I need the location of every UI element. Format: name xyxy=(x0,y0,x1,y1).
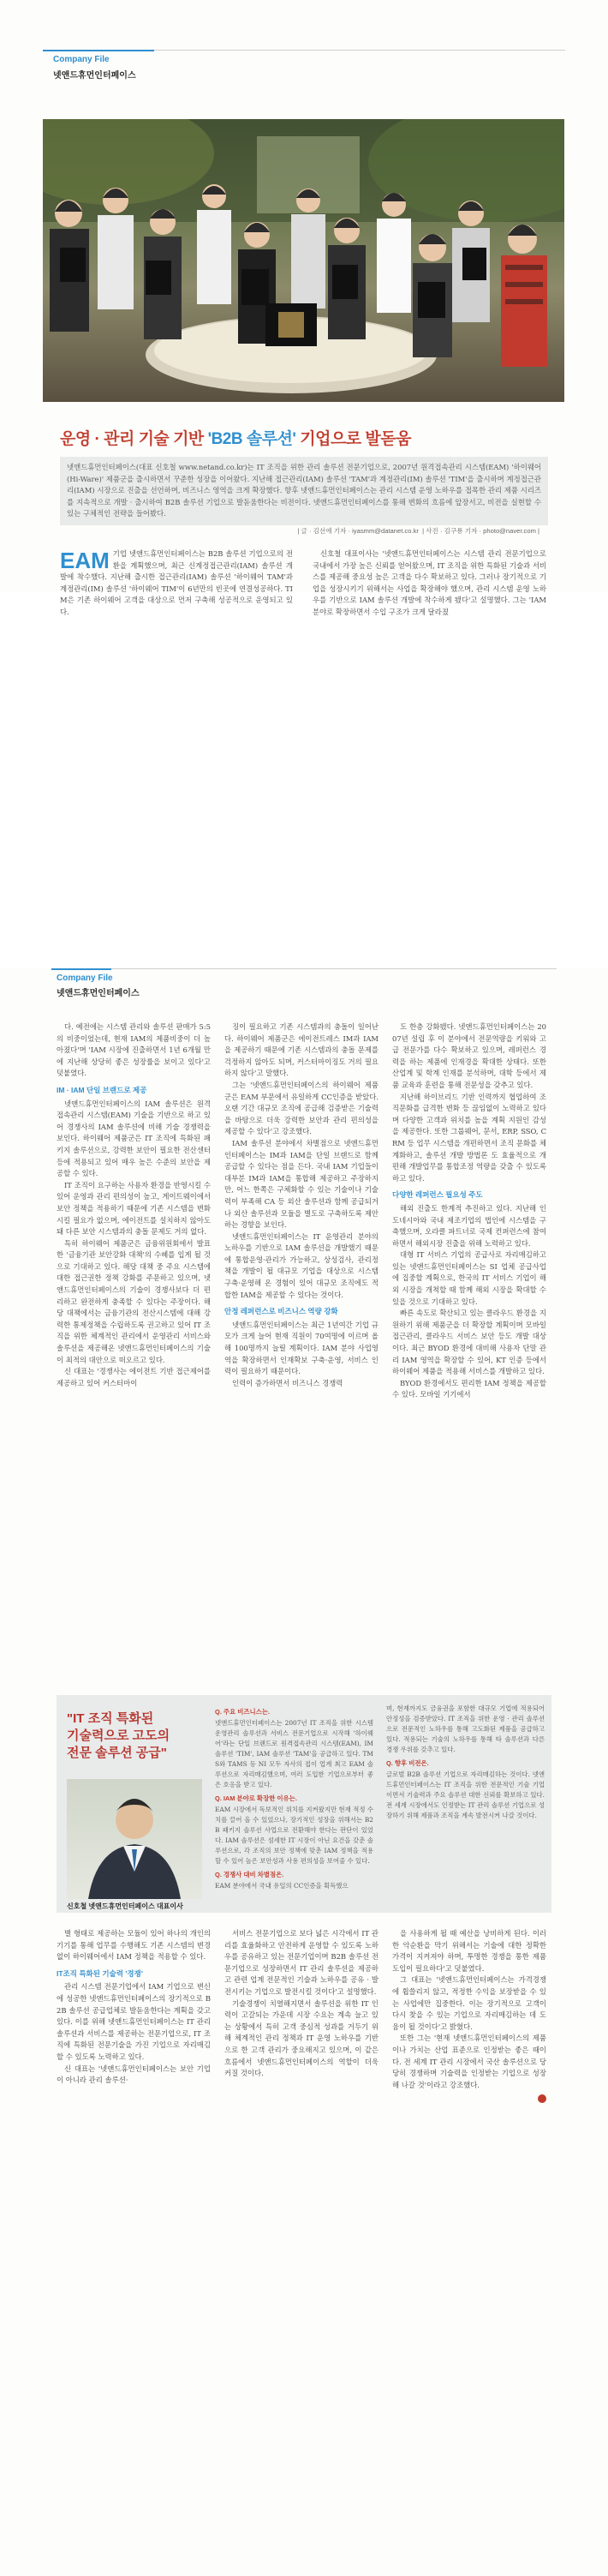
headline-part1: 운영 · 관리 기술 기반 xyxy=(60,430,208,448)
paragraph: 넷앤드휴먼인터페이스는 최근 1년여간 기업 규모가 크게 늘어 현재 직원이 70여명에 이르며 올해 100명까지 늘릴 계획이다. IAM 분야 사업영역을 확장하면서 인재확보 구축·운영, 서비스 인력이 필요하기 때문이다. xyxy=(224,1320,379,1376)
paragraph: 넷앤드휴먼인터페이스는 IT 운영관리 분야의 노하우를 기반으로 IAM 솔루션을 개발했기 때문에 통합운영·관리가 가능하고, 상성검사, 관리정책을 개발이 될 대규모 기업을 대상으로 시스템 구축·운영해 온 경험이 있어 대규모 조직에도 적합한 IAM을 제공할 수 있다는 것이다. xyxy=(224,1231,379,1299)
paragraph: 그 대표는 '넷앤드휴먼인터페이스는 가격경쟁에 휩쓸리지 않고, 적정한 수익을 보장받을 수 있는 사업에만 집중한다. 이는 장기적으로 고객이 다시 찾을 수 있는 기업으로 자리매김하는 데 도움이 될 것이다'고 밝혔다. xyxy=(392,1975,546,2031)
quote-block xyxy=(67,1710,195,1762)
interview-answer: 며, 현재까지도 금융권을 포함한 대규모 기업에 적용되어 안정성을 검증받았다. IT 조직을 위한 운영 · 관리 솔루션으로 전문적인 노하우를 통해 고도화된 제품을 공급하고 있다. 적용되는 기술의 노하우를 통해 타 솔루션과 다른 경쟁 우위를 갖추고 있다. xyxy=(386,1704,545,1753)
paragraph: 도 한층 강화됐다. 넷앤드휴먼인터페이스는 2007년 설립 후 이 분야에서 전문역량을 키워와 고급 전문가를 다수 확보하고 있으며, 레퍼런스 경력을 하는 제품에 인재경을 확대한 상태다. 또한 산업계 및 학계 인재를 분석하며, 대학 등에서 제품 교육과 훈련을 통해 전문성을 갖추고 있다. xyxy=(392,1022,546,1089)
paragraph: 지난해 하이브리드 기반 인력까지 협업하여 조직문화를 급격한 변화 등 끊임없이 노력하고 있다며 다양한 고객과 위치를 높을 계획 지원인 감성을 제공한다. 또한 그룹웨어, 문서, ERP, SSO, CRM 등 업무 시스템을 개편하면서 조직 문화를 체계화하고, 솔루션 개발 방법론 도 효율적으로 개편해 개발업무를 통합조정 역량을 갖출 수 있도록 하고 있다. xyxy=(392,1092,546,1183)
ceo-portrait xyxy=(67,1779,202,1899)
section-label: Company File xyxy=(53,55,110,64)
subheading: 다양한 레퍼런스 필요성 주도 xyxy=(392,1190,483,1200)
paragraph: IAM 솔루션 분야에서 차별점으로 넷앤드휴먼인터페이스는 IM과 IAM을 단일 브랜드로 함께 공급할 수 있다는 점을 든다. 국내 IAM 기업들이 대부분 IM과 IAM을 통합해 제공하고 주장하지만, 어느 한쪽은 구체화할 수 있는 기술이나 기술력이 부족해 CA 등 외산 솔루션과 함께 공급되거나 외산 솔루션과 모듈을 별도로 구축하도록 제안하는 경향을 보인다. xyxy=(224,1138,379,1230)
interview-box xyxy=(57,1695,551,1913)
end-mark-icon xyxy=(538,2094,546,2103)
page-1 xyxy=(0,0,608,616)
portrait-caption: 신호철 넷앤드휴먼인터페이스 대표이사 xyxy=(67,1902,183,1910)
paragraph: 관리 시스템 전문기업에서 IAM 기업으로 변신에 성공한 넷앤드휴먼인터페이스의 장기적으로 B2B 솔루션 공급업체로 발돋움한다는 계획을 갖고 있다. 이를 위해 넷앤드휴먼인터페이스는 IT 관리 솔루션과 서비스를 제공하는 전문기업으로, IT 조직에 특화된 전문기술을 가진 기업으로 자리매김할 수 있도록 노력하고 있다. xyxy=(57,1982,211,2061)
paragraph: 신 대표는 '넷앤드휴먼인터페이스는 보안 기업이 아니라 관리 솔루션· xyxy=(57,2064,211,2085)
paragraph: 대형 IT 서비스 기업의 공급사로 자리매김하고 있는 넷앤드휴먼인터페이스는 SI 업체 공급사업에 집중할 계획으로, 한국의 IT 서비스 기업이 해외 시장을 개척할 때 함께 해외 시장을 확대할 수 있을 것으로 기대하고 있다. xyxy=(392,1250,546,1306)
p1-col-right xyxy=(313,548,546,619)
paragraph: BYOD 환경에서도 편리한 IAM 정책을 제공할 수 있다. 모바일 기기에서 xyxy=(392,1378,546,1399)
p1-col-left xyxy=(60,548,293,619)
byline-writer: | 글 · 김선애 기자 · iyasmm@datanet.co.kr xyxy=(297,527,419,535)
paragraph: 넷앤드휴먼인터페이스의 IAM 솔루션은 원격접속관리 시스템(EAM) 기술을 기반으로 하고 있어 경쟁사의 IAM 솔루션에 비해 기술 경쟁력을 보인다. 하이웨어 제품군은 IT 조직에 특화된 패키지 솔루션으로, 강력한 보안이 필요한 전산센터 등에 적용되고 있어 매우 높은 수준의 보안을 제공할 수 있다. xyxy=(57,1099,211,1178)
headline-quoted: 'B2B 솔루션' xyxy=(207,430,296,448)
subheading: IM · IAM 단일 브랜드로 제공 xyxy=(57,1085,147,1094)
p2-lower-col1 xyxy=(57,1928,211,2087)
interview-answer: 글로벌 B2B 솔루션 기업으로 자리매김하는 것이다. 넷앤드휴먼인터페이스는 IT 조직을 위한 전문적인 기술 기업이면서 기술력과 주요 솔루션 대한 신뢰를 확보하고 있다. 전 세계 시장에서도 인정받는 IT 관리 솔루션 기업으로 성장하기 위해 제품과 조직을 계속 발전시켜 나갈 것이다. xyxy=(386,1770,545,1819)
headline xyxy=(60,426,411,449)
p2-col2 xyxy=(224,1021,379,1389)
paragraph: 빠른 속도로 확산되고 있는 클라우드 환경을 지원하기 위해 제품군을 더 확장할 계획이며 모바일 접근관리, 클라우드 서비스 보안 등도 개발 대상이다. 최근 BYOD 환경에 대비해 사용자 단말 관리 IAM 영역을 확장할 수 있어, KT 인증 등에서 하이웨어 제품을 적용해 서비스를 개발하고 있다. xyxy=(392,1309,546,1376)
subheading: 안정 레퍼런스로 비즈니스 역량 강화 xyxy=(224,1307,338,1316)
section-label: Company File xyxy=(57,973,113,983)
interview-question: Q. 주요 비즈니스는. xyxy=(215,1708,270,1716)
quote-line-3: 전문 솔루션 공급" xyxy=(67,1746,167,1760)
p1-col-left-text: 기업 넷앤드휴먼인터페이스는 B2B 솔루션 기업으로의 전환을 계획했으며, 최근 신계정접근관리(IAM) 솔루션 개발에 착수했다. 지난해 출시한 접근관리(IAM) 솔루션 '하이웨어 TAM'과 계정관리(IM) 솔루션 '하이웨어 TIM'이 6년만의 빈곳에 연결성공하다. TIM은 기존 하이웨어 고객을 대상으로 먼저 구축해 성공적으로 운영되고 있다. xyxy=(60,549,293,616)
company-name: 넷앤드휴먼인터페이스 xyxy=(53,71,136,81)
paragraph: 별 형태로 제공하는 모듈이 있어 하나의 개인의 기기를 통해 업무를 수행해도 기존 시스템의 변경 없이 하이웨어에서 IAM 정책을 적용할 수 있다. xyxy=(57,1929,211,1962)
byline xyxy=(214,526,539,536)
paragraph: 해외 진출도 한계적 추진하고 있다. 지난해 인도네시아와 국내 제조기업의 법인에 시스템을 구축했으며, 오라클 파트너로 국제 컨퍼런스에 참여하면서 해외시장 진출을 위해 노력하고 있다. xyxy=(392,1203,546,1248)
paragraph: 서비스 전문기업으로 보다 넓은 시각에서 IT 관리를 효율화하고 안전하게 운영할 수 있도록 노하우를 공유하고 있는 전문기업이며 B2B 솔루션 전문기업으로 성장하면서 IT 관리 솔루션을 제공하고 관련 업계 전문적인 기술과 노하우를 공유 · 발전시키는 기업으로 발전시킬 것이다'고 설명했다. xyxy=(224,1929,379,1996)
paragraph: 또한 그는 '현재 넷앤드휴먼인터페이스의 제품이나 가치는 산업 표준으로 인정받는 좋은 때이다. 전 세계 IT 관리 시장에서 국산 솔루션으로 당당히 경쟁하며 기술력을 인정받는 기업으로 성장해 나갈 것'이라고 강조했다. xyxy=(392,2034,546,2089)
paragraph: 징이 필요하고 기존 시스템과의 충돌이 일어난다. 하이웨어 제품군은 에이전트레스 IM과 IAM을 제공하기 때문에 기존 시스템과의 충돌 문제를 걱정하지 않아도 되며, 커스터마이징도 거의 필요하지 않다'고 말했다. xyxy=(224,1022,379,1078)
p2-lower-col2 xyxy=(224,1928,379,2080)
group-photo xyxy=(43,119,564,402)
qa-left xyxy=(215,1704,373,1891)
interview-answer: 넷앤드휴먼인터페이스는 2007년 IT 조직을 위한 시스템 운영관리 솔루션과 서비스 전문기업으로 시작해 '하이웨어'라는 단일 브랜드로 원격접속관리 시스템(EAM), IM 솔루션 'TIM', IAM 솔루션 'TAM'을 공급하고 있다. TMS와 TAMS 등 NI 모두 자사의 접이 업계 최고 EAM 솔루션으로 자리매김했으며, 여러 도입한 기업으로부터 좋은 호응을 받고 있다. xyxy=(215,1719,373,1788)
page-2 xyxy=(0,968,608,2576)
paragraph: 신 대표는 '경쟁사는 에이전트 기반 접근제어를 제공하고 있어 커스터마이 xyxy=(57,1367,211,1387)
paragraph: IT 조직이 요구하는 사용자 환경을 반영시킬 수 있어 운영과 관리 편의성이 높고, 게이트웨이에서 보안 정책을 적용하기 때문에 기존 시스템을 변화시킬 필요가 없으며, 에이전트를 설치하지 않아도 돼 다른 보안 시스템과의 충돌 문제도 거의 없다. xyxy=(57,1180,211,1237)
headline-part3: 기업으로 발돋움 xyxy=(295,430,411,448)
lead-box xyxy=(60,457,548,525)
header-rule xyxy=(154,50,565,51)
quote-line-1: "IT 조직 특화된 xyxy=(67,1711,154,1726)
paragraph: 기술경쟁이 치열해지면서 솔루션을 위한 IT 인력이 고갈되는 가운데 시장 수요는 계속 늘고 있는 상황에서 특히 고객 중심적 성과를 거두기 위해 체계적인 관리 정책과 IT 운영 노하우를 기반으로 한 고객 관리가 중요해지고 있으며, 이 같은 흐름에서 넷앤드휴먼인터페이스의 역할이 더욱 커질 것이다. xyxy=(224,1998,379,2078)
paragraph: 인력이 증가하면서 비즈니스 경쟁력 xyxy=(232,1378,343,1387)
header-rule xyxy=(111,968,557,969)
interview-question: Q. 경쟁사 대비 차별점은. xyxy=(215,1871,284,1878)
p2-col3 xyxy=(392,1021,546,1401)
interview-question: Q. 향후 비전은. xyxy=(386,1759,429,1767)
p1-col-right-text: 신호철 대표이사는 '넷앤드휴먼인터페이스는 시스템 관리 전문기업으로 국내에서 가장 높은 신뢰를 얻어왔으며, IT 조직을 위한 특화된 기술과 서비스를 제공해 중요성 높은 고객을 다수 확보하고 있다. 그러나 장기적으로 기업을 성장시키기 위해서는 사업을 확장해야 했으며, 관리 시스템 운영 노하우를 기반으로 IAM 솔루션 개발에 착수하게 됐다'고 설명했다. 그는 'IAM 분야로 확장하면서 수입 구조가 크게 달라졌 xyxy=(313,549,546,616)
paragraph: 특히 하이웨어 제품군은 금융위원회에서 발표한 '금융기관 보안강화 대책'의 수혜를 입게 될 것으로 기대하고 있다. 해당 대책 중 주요 시스템에 대한 접근권한 정책 강화를 주문하고 있으며, 넷앤드휴먼인터페이스의 기술이 경쟁사보다 더 편리하고 완전하게 충족할 수 있다는 주장이다. 해당 대책에서는 금융기관의 전산시스템에 대해 강력한 통제정책을 수립하도록 권고하고 있어 IT 조직을 위한 체계적인 관리에서 운영관리 서비스와 솔루션을 제공해온 넷앤드휴먼인터페이스의 기술이 최적의 대안으로 떠오르고 있다. xyxy=(57,1238,211,1364)
subheading: IT조직 특화된 기술력 '경쟁' xyxy=(57,1968,143,1978)
byline-photo: | 사진 · 김구룡 기자 · photo@naver.com | xyxy=(422,527,539,535)
interview-question: Q. IAM 분야로 확장한 이유는. xyxy=(215,1794,297,1802)
p2-col1 xyxy=(57,1021,211,1389)
header-accent-bar xyxy=(51,968,111,970)
company-name: 넷앤드휴먼인터페이스 xyxy=(57,989,140,998)
lead-text: 넷앤드휴먼인터페이스(대표 신호철 www.netand.co.kr)는 IT 조직을 위한 관리 솔루션 전문기업으로, 2007년 원격접속관리 시스템(EAM) '하이웨어(Hi-Ware)' 제품군을 출시하면서 꾸준한 성장을 이어왔다. 지난해 접근관리(IAM) 솔루션 'TAM'과 계정관리(IM) 솔루션 'TIM'을 출시하며 계정접근관리(IAM) 시장으로 진출을 선언하며, 비즈니스 영역을 크게 확장했다. 향후 넷앤드휴먼인터페이스는 관리 시스템 운영 노하우를 접목한 관리 제품 시리즈를 지속적으로 개발 · 출시하여 B2B 솔루션 기업으로 발돋움한다는 비전이다. 넷앤드휴먼인터페이스를 통해 변화의 흐름에 앞장서고, 비전을 실현할 수 있는 구체적인 전략을 들어봤다. xyxy=(67,463,541,518)
interview-answer: EAM 분야에서 국내 유일의 CC인증을 획득했으 xyxy=(215,1882,349,1890)
qa-right xyxy=(386,1704,545,1821)
header-accent-bar xyxy=(43,50,154,51)
dropcap: EAM xyxy=(60,548,110,573)
quote-line-2: 기술력으로 고도의 xyxy=(67,1728,170,1743)
paragraph: 다. 예전에는 시스템 관리와 솔루션 판매가 5:5의 비중이었는데, 현재 IAM의 제품비중이 더 높아졌다'며 'IAM 시장에 진출하면서 1년 6개월 만에 지난해 상당히 좋은 성장률을 보이고 있다'고 덧붙였다. xyxy=(57,1022,211,1078)
p2-lower-col3 xyxy=(392,1928,546,2091)
paragraph: 을 사용하게 될 때 예산을 낭비하게 된다. 이러한 악순환을 막기 위해서는 기술에 대한 정확한 가격이 지켜져야 하며, 투명한 경쟁을 통한 제품 도입이 필요하다'고 덧붙였다. xyxy=(392,1929,546,1973)
paragraph: 그는 '넷앤드휴먼인터페이스의 하이웨어 제품군은 EAM 부문에서 유일하게 CC인증을 받았다. 오랜 기간 대규모 조직에 공급해 검증받은 기술력을 바탕으로 더욱 강력한 보안과 관리 편의성을 제공할 수 있다'고 강조했다. xyxy=(224,1080,379,1136)
interview-answer: EAM 시장에서 독보적인 위치를 지켜왔지만 현재 적정 수치를 끌어 올 수 있었으나, 장기적인 성장을 위해서는 B2B 패키지 솔루션 사업으로 전환해야 한다는 판단이 있었다. IAM 솔루션은 섬세한 IT 시장이 아닌 요건을 갖춘 솔루션으로, 각 조직의 보안 정책에 맞춘 IAM 정책을 적용할 수 있어 높은 보안성과 사용 편의성을 보여줄 수 있다. xyxy=(215,1806,373,1865)
